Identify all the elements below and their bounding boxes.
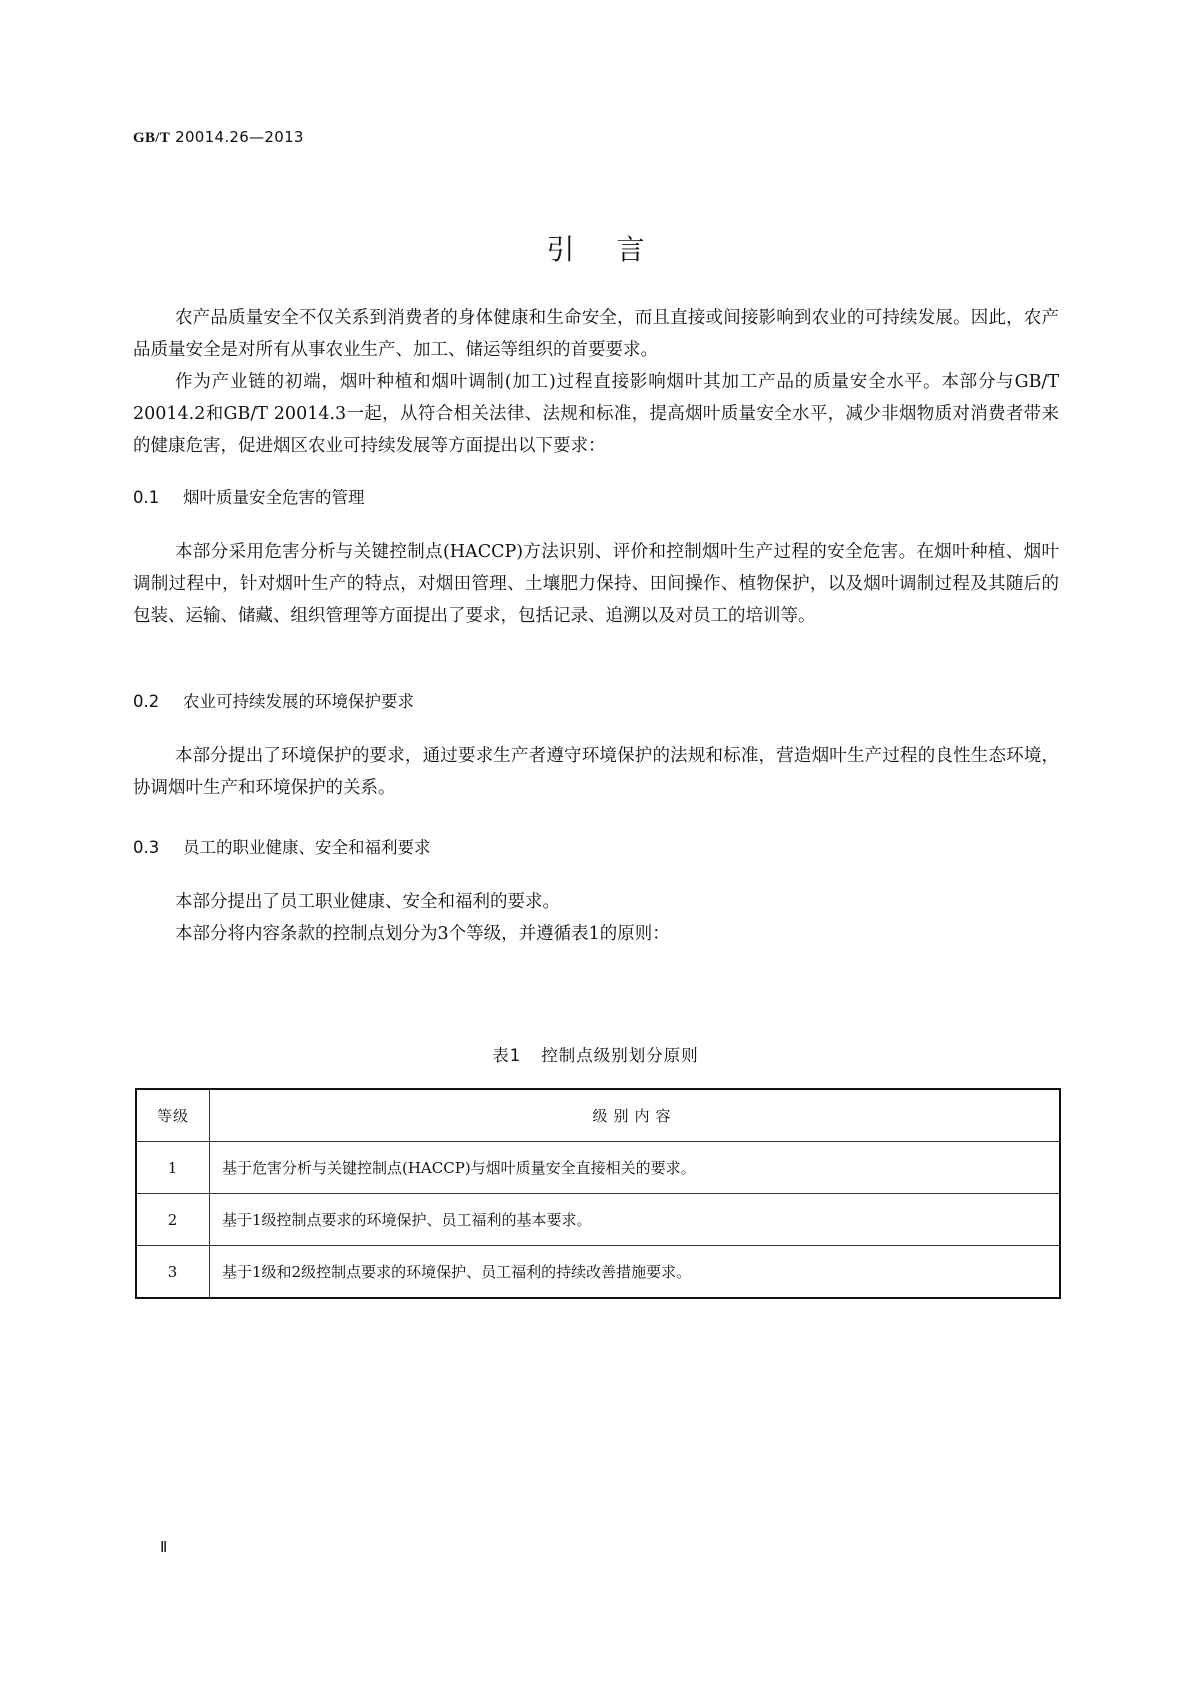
- section-title: 烟叶质量安全危害的管理: [183, 488, 365, 507]
- table-header-row: [136, 1089, 1060, 1142]
- standard-code: [133, 128, 304, 147]
- level-cell: 3: [136, 1246, 210, 1299]
- section-number: 0.3: [133, 838, 160, 857]
- page-number: Ⅱ: [160, 1540, 168, 1556]
- intro-paragraph-1: 农产品质量安全不仅关系到消费者的身体健康和生命安全，而且直接或间接影响到农业的可持续发展。因此，农产品质量安全是对所有从事农业生产、加工、储运等组织的首要要求。: [133, 308, 1059, 360]
- intro-paragraph-2: 作为产业链的初端，烟叶种植和烟叶调制(加工)过程直接影响烟叶其加工产品的质量安全水平。本部分与GB/T 20014.2和GB/T 20014.3一起，从符合相关法律、法规和标准，提高烟叶质量安全水平，减少非烟物质对消费者带来的健康危害，促进烟区农业可持续发展等方面提出以下要求：: [133, 372, 1059, 456]
- section-0-3-paragraph-1: 本部分提出了员工职业健康、安全和福利的要求。: [175, 892, 560, 912]
- column-header-level: 等级: [136, 1089, 210, 1142]
- page-title: 引言: [546, 233, 687, 266]
- section-0-3-paragraph-2: 本部分将内容条款的控制点划分为3个等级，并遵循表1的原则：: [175, 924, 670, 944]
- table-caption-label: 表1: [492, 1046, 522, 1065]
- level-cell: 2: [136, 1194, 210, 1246]
- table-row: [136, 1142, 1060, 1194]
- content-cell: 基于1级和2级控制点要求的环境保护、员工福利的持续改善措施要求。: [210, 1246, 1061, 1299]
- control-level-table: [135, 1088, 1061, 1299]
- table-row: [136, 1194, 1060, 1246]
- table-caption: [0, 1042, 1191, 1066]
- section-heading-0-1: [133, 484, 365, 508]
- section-number: 0.2: [133, 692, 160, 711]
- table-caption-title: 控制点级别划分原则: [541, 1046, 699, 1065]
- section-0-1-paragraph: 本部分采用危害分析与关键控制点(HACCP)方法识别、评价和控制烟叶生产过程的安全危害。在烟叶种植、烟叶调制过程中，针对烟叶生产的特点，对烟田管理、土壤肥力保持、田间操作、植物保护，以及烟叶调制过程及其随后的包装、运输、储藏、组织管理等方面提出了要求，包括记录、追溯以及对员工的培训等。: [133, 542, 1059, 626]
- standard-prefix: GB/T: [133, 130, 171, 146]
- section-title: 员工的职业健康、安全和福利要求: [183, 838, 431, 857]
- column-header-content: 级别内容: [210, 1089, 1061, 1142]
- section-0-2-paragraph: 本部分提出了环境保护的要求，通过要求生产者遵守环境保护的法规和标准，营造烟叶生产过程的良性生态环境，协调烟叶生产和环境保护的关系。: [133, 746, 1059, 798]
- standard-number: 20014.26—2013: [175, 128, 304, 146]
- level-cell: 1: [136, 1142, 210, 1194]
- section-title: 农业可持续发展的环境保护要求: [183, 692, 414, 711]
- content-cell: 基于危害分析与关键控制点(HACCP)与烟叶质量安全直接相关的要求。: [210, 1142, 1061, 1194]
- table-row: [136, 1246, 1060, 1299]
- section-heading-0-2: [133, 688, 414, 712]
- content-cell: 基于1级控制点要求的环境保护、员工福利的基本要求。: [210, 1194, 1061, 1246]
- section-number: 0.1: [133, 488, 160, 507]
- section-heading-0-3: [133, 834, 431, 858]
